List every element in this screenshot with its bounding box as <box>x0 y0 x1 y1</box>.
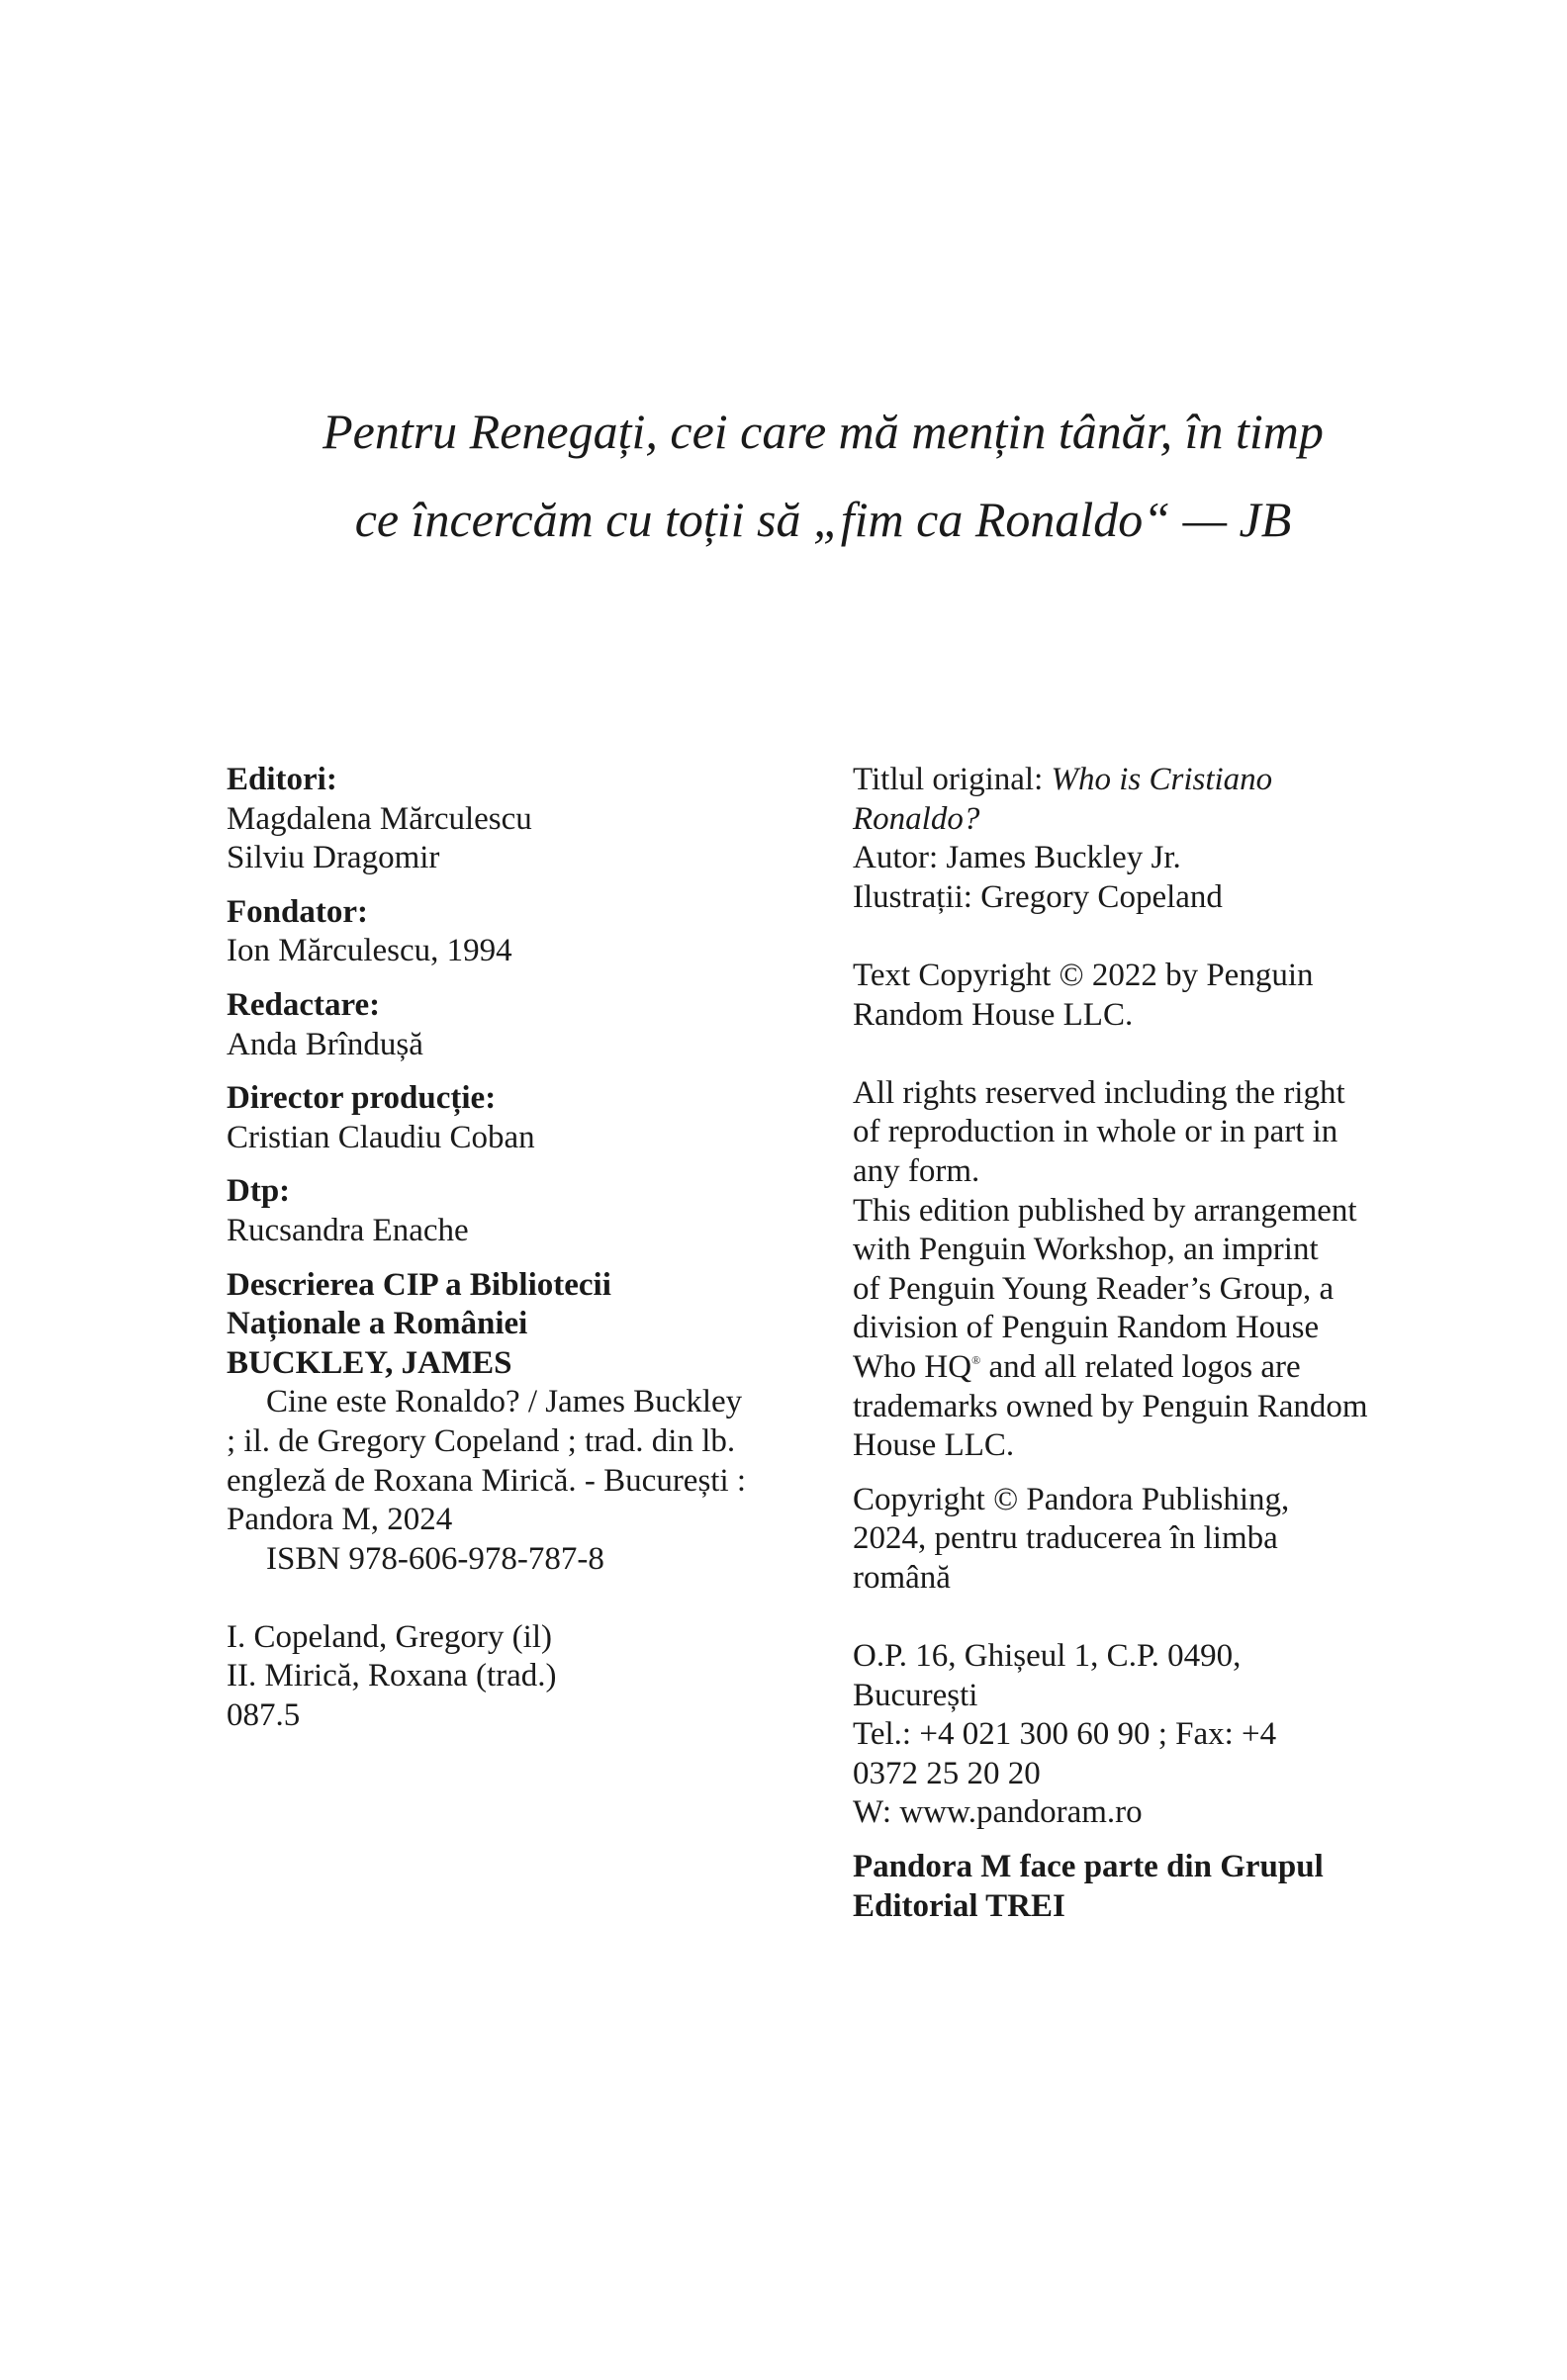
original-title-value: Who is Cristiano <box>1051 762 1273 797</box>
trademark-line <box>853 1348 1407 1388</box>
group-heading: Director producție: <box>227 1080 497 1117</box>
pandora-copyright: Copyright © Pandora Publishing, <box>853 1481 1290 1517</box>
address-line: O.P. 16, Ghișeul 1, C.P. 0490, <box>853 1638 1242 1675</box>
rights-line: This edition published by arrangement <box>853 1192 1357 1229</box>
original-title <box>853 761 1407 800</box>
illustrator-line: Ilustrații: Gregory Copeland <box>853 878 1223 915</box>
founder-group <box>227 893 781 971</box>
rights-line: division of Penguin Random House <box>853 1310 1320 1346</box>
dtp-group <box>227 1172 781 1250</box>
rights-line: of Penguin Young Reader’s Group, a <box>853 1270 1335 1307</box>
editors-group <box>227 761 781 878</box>
group-heading: Fondator: <box>227 893 368 930</box>
dedication-line: Pentru Renegați, cei care mă mențin tânăr, în timp <box>323 404 1324 459</box>
rights-line: with Penguin Workshop, an imprint <box>853 1232 1319 1268</box>
credit-line: Silviu Dragomir <box>227 840 440 876</box>
publisher-group-line: Editorial TREI <box>853 1887 1065 1924</box>
cip-line: Cine este Ronaldo? / James Buckley <box>266 1384 743 1420</box>
group-heading: Editori: <box>227 762 337 797</box>
author-line: Autor: James Buckley Jr. <box>853 840 1181 876</box>
dedication-line: ce încercăm cu toții să „fim ca Ronaldo“ — JB <box>354 492 1292 547</box>
phone-line: 0372 25 20 20 <box>853 1755 1041 1791</box>
address-line: București <box>853 1677 978 1713</box>
cip-heading: Descrierea CIP a Bibliotecii <box>227 1266 611 1303</box>
cip-index-line: I. Copeland, Gregory (il) <box>227 1618 552 1655</box>
production-director-group <box>227 1079 781 1157</box>
credit-line: Rucsandra Enache <box>227 1212 469 1248</box>
credit-line: Cristian Claudiu Coban <box>227 1119 535 1155</box>
credit-line: Anda Brîndușă <box>227 1026 423 1062</box>
rights-line: of reproduction in whole or in part in <box>853 1114 1338 1150</box>
cip-description <box>227 1266 781 1736</box>
group-heading: Dtp: <box>227 1173 291 1210</box>
group-heading: Redactare: <box>227 986 381 1023</box>
trademark-line: trademarks owned by Penguin Random <box>853 1388 1368 1424</box>
cip-author: BUCKLEY, JAMES <box>227 1344 512 1381</box>
who-hq: Who HQ <box>853 1348 972 1385</box>
credit-line: Ion Mărculescu, 1994 <box>227 933 512 969</box>
text-copyright: Random House LLC. <box>853 996 1134 1033</box>
cip-line: ; il. de Gregory Copeland ; trad. din lb. <box>227 1422 736 1459</box>
phone-line: Tel.: +4 021 300 60 90 ; Fax: +4 <box>853 1716 1277 1753</box>
website-line: W: www.pandoram.ro <box>853 1794 1143 1831</box>
rights-line: any form. <box>853 1152 980 1189</box>
cip-line: Pandora M, 2024 <box>227 1502 453 1538</box>
trademark-text: and all related logos are <box>980 1348 1301 1385</box>
pandora-copyright: 2024, pentru traducerea în limba <box>853 1520 1278 1557</box>
registered-mark: ® <box>971 1352 981 1367</box>
text-copyright: Text Copyright © 2022 by Penguin <box>853 957 1314 993</box>
credits-column <box>227 761 781 1751</box>
cip-line: engleză de Roxana Mirică. - București : <box>227 1462 747 1499</box>
rights-line: All rights reserved including the right <box>853 1074 1345 1111</box>
isbn: ISBN 978-606-978-787-8 <box>266 1540 604 1577</box>
credit-line: Magdalena Mărculescu <box>227 800 532 837</box>
cip-index-line: II. Mirică, Roxana (trad.) <box>227 1658 557 1694</box>
dedication <box>40 388 1567 564</box>
pandora-copyright: română <box>853 1559 951 1596</box>
cip-heading: Naționale a României <box>227 1306 528 1342</box>
cip-index-line: 087.5 <box>227 1697 301 1734</box>
publisher-group-line: Pandora M face parte din Grupul <box>853 1849 1324 1885</box>
trademark-line: House LLC. <box>853 1427 1015 1464</box>
original-title-value: Ronaldo? <box>853 800 980 837</box>
copyright-column <box>853 761 1407 1926</box>
original-title-label: Titlul original: <box>853 762 1052 797</box>
editing-group <box>227 986 781 1064</box>
